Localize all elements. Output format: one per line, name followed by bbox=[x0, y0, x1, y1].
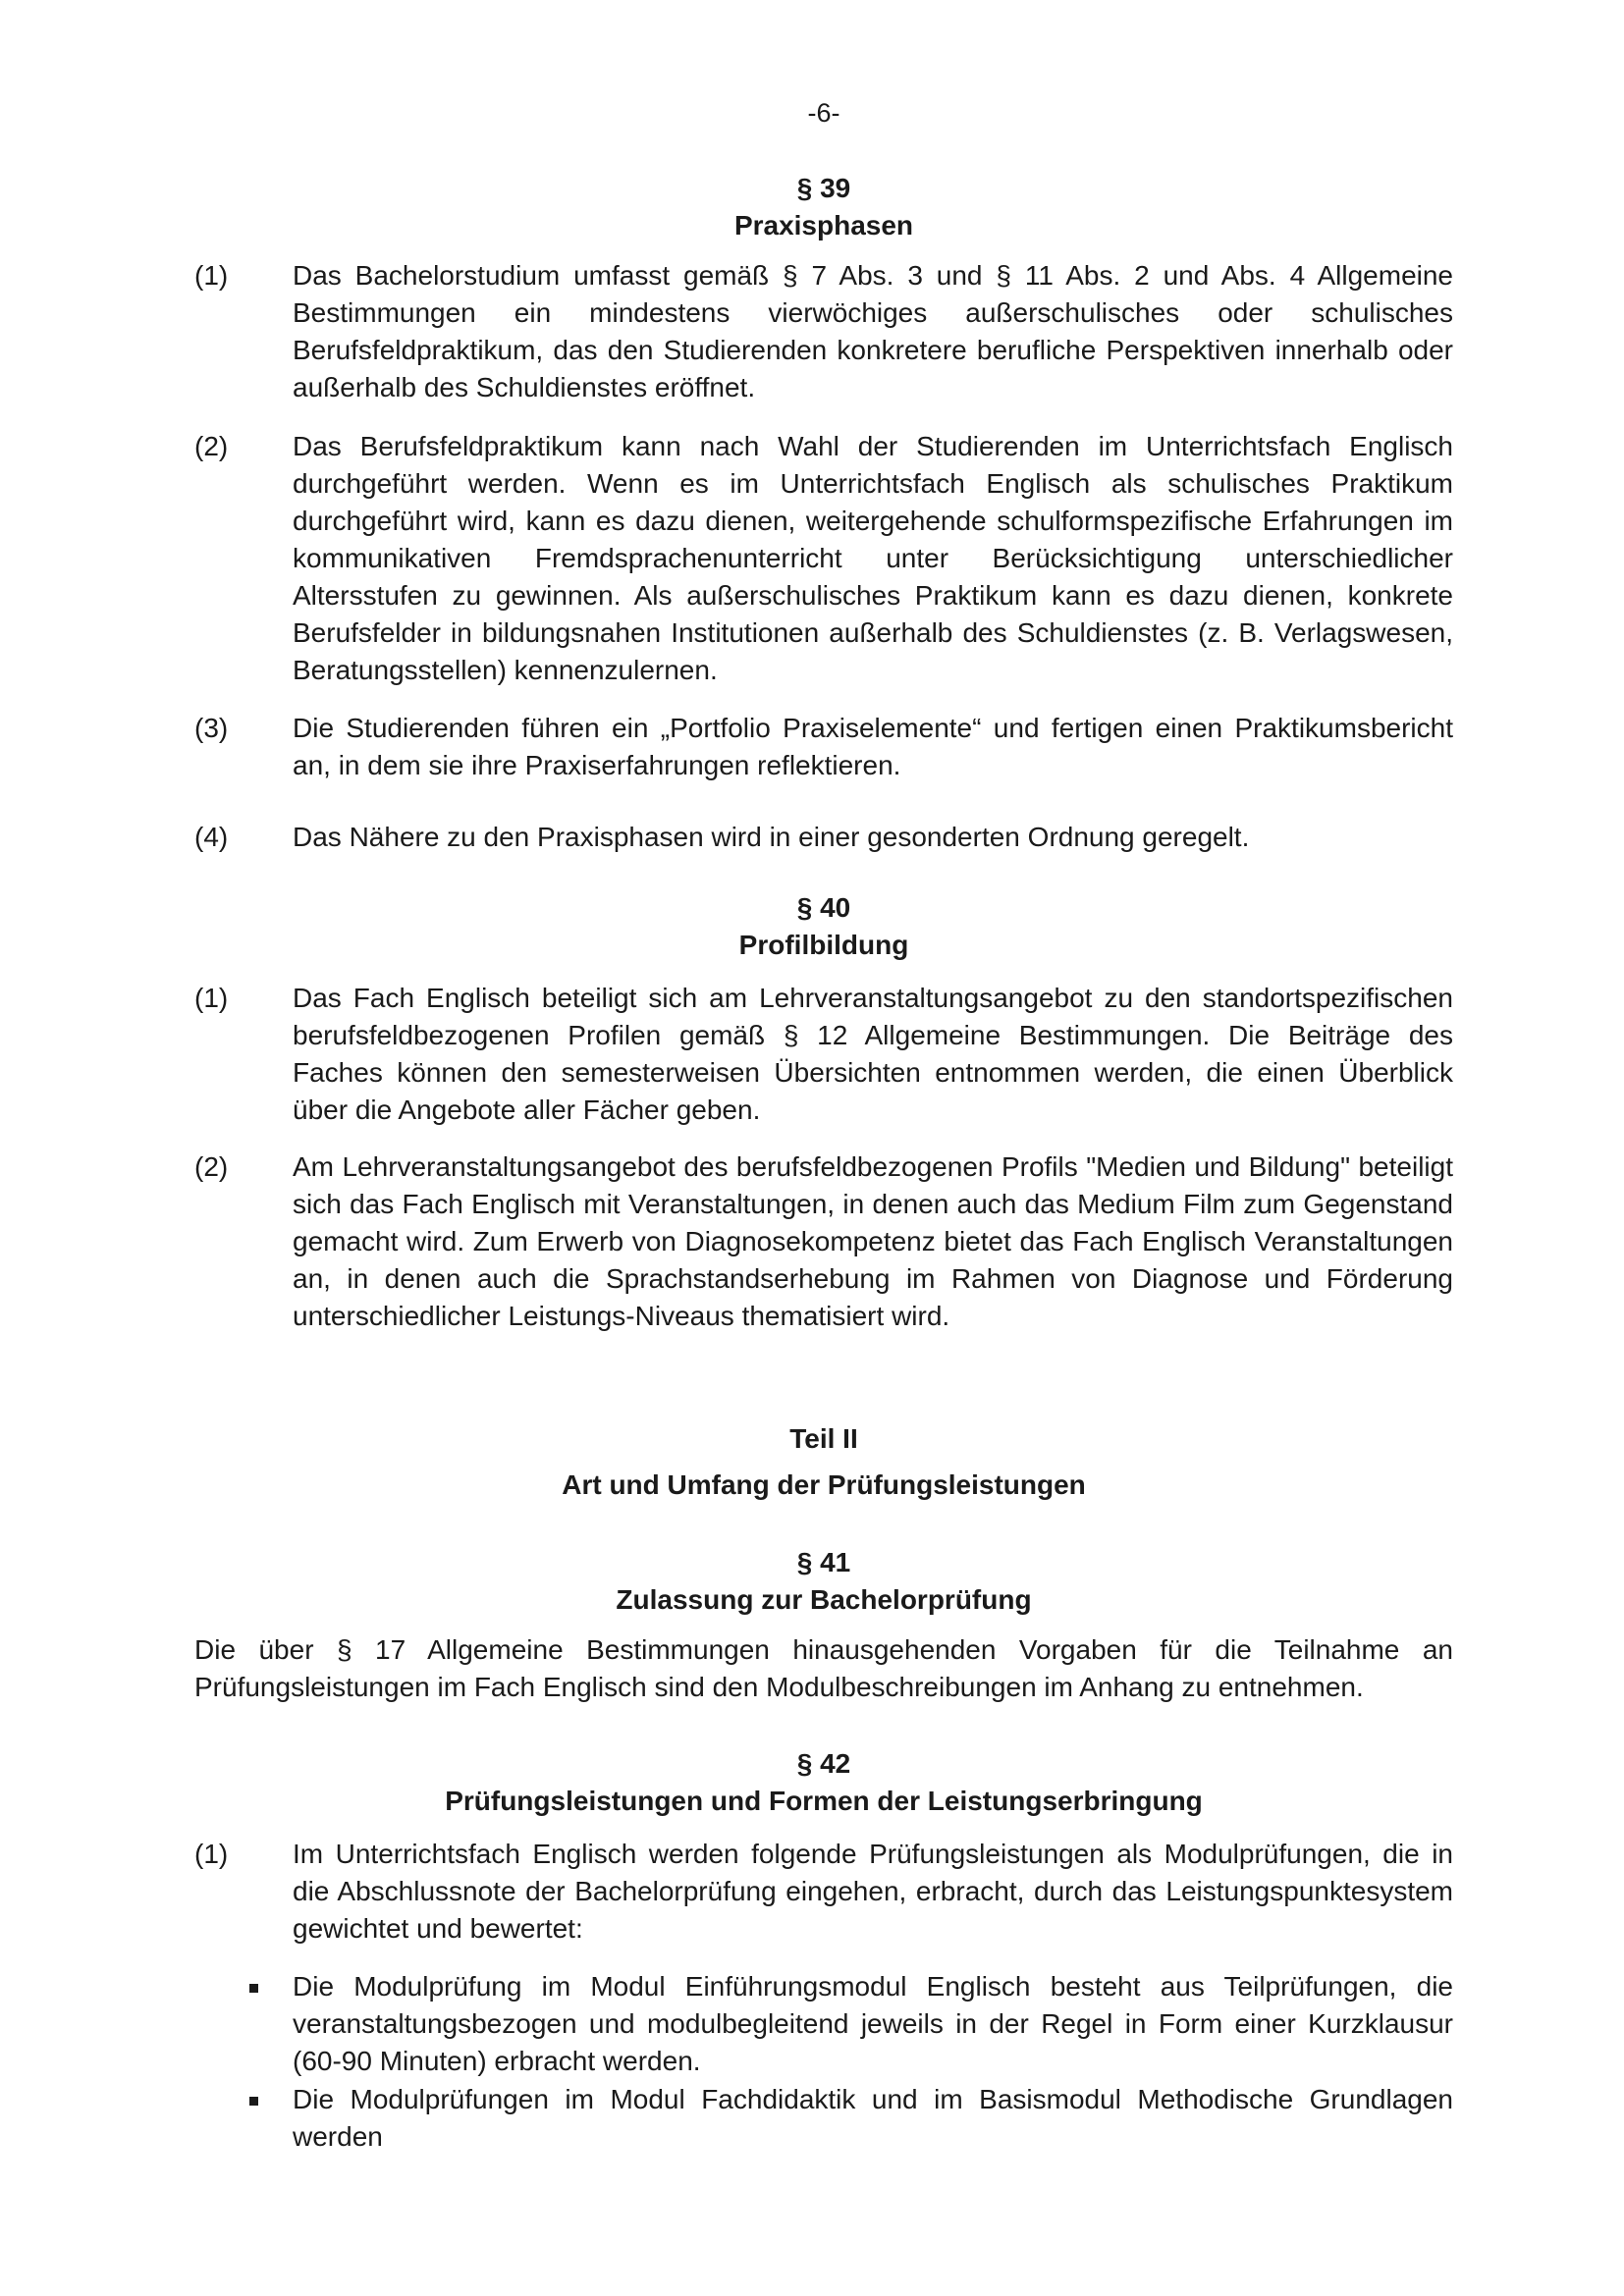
bullet-text: Die Modulprüfung im Modul Einführungsmodul Englisch besteht aus Teilprüfungen, die veranstaltungsbezogen und modulbegleitend jeweils in der Regel in Form einer Kurzklausur (60-90 Minuten) erbracht werden. bbox=[293, 1971, 1453, 2076]
paragraph-number: (1) bbox=[194, 1839, 229, 1869]
paragraph-number: (2) bbox=[194, 1151, 229, 1182]
bullet-square-icon bbox=[249, 2097, 258, 2106]
sec39-paragraph-3 bbox=[194, 710, 1453, 784]
paragraph-text: Das Fach Englisch beteiligt sich am Lehrveranstaltungsangebot zu den standortspezifischen berufsfeldbezogenen Profilen gemäß § 12 Allgemeine Bestimmungen. Die Beiträge des Faches können den semesterweisen Übersichten entnommen werden, die einen Überblick über die Angebote aller Fächer geben. bbox=[293, 983, 1453, 1125]
paragraph-number: (4) bbox=[194, 822, 229, 852]
sec42-paragraph-1 bbox=[194, 1836, 1453, 1948]
paragraph-text: Am Lehrveranstaltungsangebot des berufsfeldbezogenen Profils "Medien und Bildung" beteiligt sich das Fach Englisch mit Veranstaltungen, in denen auch das Medium Film zum Gegenstand gemacht wird. Zum Erwerb von Diagnosekompetenz bietet das Fach Englisch Veranstaltungen an, in denen auch die Sprachstandserhebung im Rahmen von Diagnose und Förderung unterschiedlicher Leistungs-Niveaus thematisiert wird. bbox=[293, 1151, 1453, 1331]
bullet-square-icon bbox=[249, 1984, 258, 1993]
paragraph-number: (3) bbox=[194, 713, 229, 743]
section-40-number: § 40 bbox=[796, 892, 851, 923]
section-42-title: Prüfungsleistungen und Formen der Leistungserbringung bbox=[445, 1786, 1203, 1816]
section-42-number: § 42 bbox=[796, 1748, 851, 1779]
sec39-paragraph-1 bbox=[194, 257, 1453, 406]
section-39-number: § 39 bbox=[796, 173, 851, 203]
sec41-text: Die über § 17 Allgemeine Bestimmungen hinausgehenden Vorgaben für die Teilnahme an Prüfungsleistungen im Fach Englisch sind den Modulbeschreibungen im Anhang zu entnehmen. bbox=[194, 1634, 1453, 1702]
bullet-text: Die Modulprüfungen im Modul Fachdidaktik und im Basismodul Methodische Grundlagen werden bbox=[293, 2084, 1453, 2152]
section-40-title: Profilbildung bbox=[738, 930, 909, 960]
sec40-paragraph-1 bbox=[194, 980, 1453, 1129]
paragraph-number: (2) bbox=[194, 431, 229, 461]
sec39-paragraph-2 bbox=[194, 428, 1453, 689]
paragraph-text: Die Studierenden führen ein „Portfolio Praxiselemente“ und fertigen einen Praktikumsbericht an, in dem sie ihre Praxiserfahrungen reflektieren. bbox=[293, 713, 1453, 780]
sec40-paragraph-2 bbox=[194, 1148, 1453, 1335]
part-2-subtitle: Art und Umfang der Prüfungsleistungen bbox=[562, 1469, 1086, 1500]
sec42-bullet-2 bbox=[194, 2081, 1453, 2156]
paragraph-text: Das Nähere zu den Praxisphasen wird in einer gesonderten Ordnung geregelt. bbox=[293, 822, 1250, 852]
paragraph-text: Im Unterrichtsfach Englisch werden folgende Prüfungsleistungen als Modulprüfungen, die in die Abschlussnote der Bachelorprüfung eingehen, erbracht, durch das Leistungspunktesystem gewichtet und bewertet: bbox=[293, 1839, 1453, 1944]
section-41-number: § 41 bbox=[796, 1547, 851, 1577]
page-number: -6- bbox=[807, 98, 840, 128]
sec39-paragraph-4 bbox=[194, 819, 1453, 856]
paragraph-text: Das Berufsfeldpraktikum kann nach Wahl der Studierenden im Unterrichtsfach Englisch durchgeführt werden. Wenn es im Unterrichtsfach Englisch als schulisches Praktikum durchgeführt wird, kann es dazu dienen, weitergehende schulformspezifische Erfahrungen im kommunikativen Fremdsprachenunterricht unter Berücksichtigung unterschiedlicher Altersstufen zu gewinnen. Als außerschulisches Praktikum kann es dazu dienen, konkrete Berufsfelder in bildungsnahen Institutionen außerhalb des Schuldienstes (z. B. Verlagswesen, Beratungsstellen) kennenzulernen. bbox=[293, 431, 1453, 685]
section-39-title: Praxisphasen bbox=[733, 210, 914, 240]
paragraph-text: Das Bachelorstudium umfasst gemäß § 7 Abs. 3 und § 11 Abs. 2 und Abs. 4 Allgemeine Bestimmungen ein mindestens vierwöchiges außerschulisches oder schulisches Berufsfeldpraktikum, das den Studierenden konkretere berufliche Perspektiven innerhalb oder außerhalb des Schuldienstes eröffnet. bbox=[293, 260, 1453, 402]
section-41-title: Zulassung zur Bachelorprüfung bbox=[616, 1584, 1032, 1615]
paragraph-number: (1) bbox=[194, 260, 229, 291]
part-2-title: Teil II bbox=[789, 1423, 858, 1454]
sec42-bullet-1 bbox=[194, 1968, 1453, 2080]
paragraph-number: (1) bbox=[194, 983, 229, 1013]
